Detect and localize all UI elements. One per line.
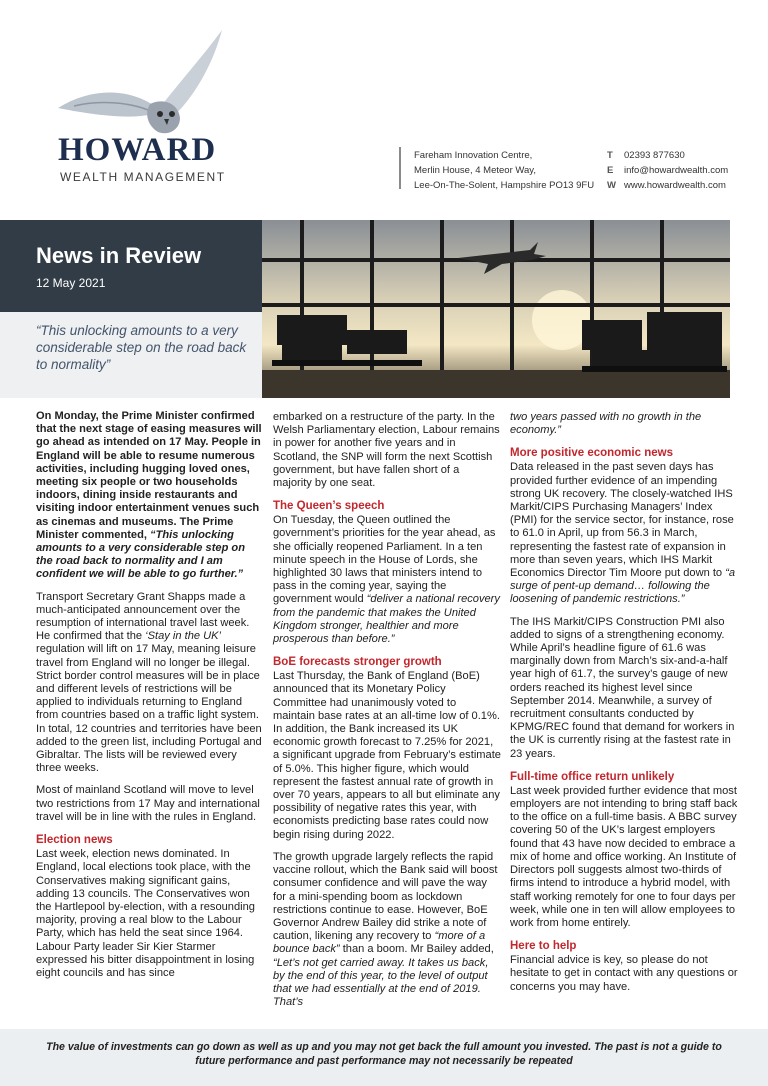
contact-web — [607, 178, 728, 193]
queen-paragraph — [273, 514, 501, 646]
contact-key: T — [607, 150, 613, 161]
contact-phone — [607, 148, 728, 163]
scotland-paragraph: Most of mainland Scotland will move to level two restrictions from 17 May and international travel will be in line with the rules in England. — [36, 784, 260, 823]
website-link[interactable]: www.howardwealth.com — [624, 180, 726, 191]
article-column-1 — [36, 410, 264, 989]
growth-quote-cont: two years passed with no growth in the economy.” — [510, 411, 702, 437]
positive-text: Data released in the past seven days has provided further evidence of an impending strong UK recovery. The closely-watched IHS Markit/CIPS Purchasing Managers’ Index (PMI) for the service sector, for instance, rose to 61.0 in April, up from 56.3 in March, representing the fastest rate of expansion in more than seven years, which IHS Markit Economics Director Tim Moore put down to — [510, 461, 734, 580]
article-column-2 — [273, 411, 501, 1018]
brand-name: HOWARD — [58, 132, 217, 168]
address-line: Merlin House, 4 Meteor Way, — [414, 165, 536, 176]
section-heading-boe: BoE forecasts stronger growth — [273, 656, 442, 669]
travel-paragraph — [36, 591, 264, 776]
queen-quote: “deliver a national recovery from the pandemic that makes the United Kingdom stronger, healthier and more prosperous than before.” — [273, 593, 500, 646]
airport-lounge-photo — [262, 220, 730, 398]
section-heading-help: Here to help — [510, 940, 577, 953]
pull-quote: “This unlocking amounts to a very considerable step on the road back to normality” — [36, 323, 247, 372]
positive-quote: “a surge of pent-up demand… following the loosening of pandemic restrictions.” — [510, 567, 736, 606]
contact-key: W — [607, 180, 616, 191]
phone-number[interactable]: 02393 877630 — [624, 150, 685, 161]
travel-text-cont: regulation will lift on 17 May, meaning leisure travel from England will no longer be illegal. Strict border control measures will be in place and different levels of restrictions will be applied to individuals returning to England from countries based on a traffic light system. In total, 12 countries and territories have been added to the green list, including Portugal and Gibraltar. The lists will be reviewed every three weeks. — [36, 643, 262, 775]
election-paragraph: Last week, election news dominated. In England, local elections took place, with the Conservatives making significant gains, adding 13 councils. The Conservatives won the Hartlepool by-election, with a resounding majority, proving a real blow to the Labour Party, which has held the seat since 1964. Labour Party leader Sir Kier Starmer expressed his bitter disappointment in losing eight councils and has since — [36, 848, 255, 979]
growth-quote: “more of a bounce back” — [273, 930, 486, 956]
travel-emphasis: ‘Stay in the UK’ — [145, 630, 221, 643]
construction-paragraph: The IHS Markit/CIPS Construction PMI also added to signs of a strengthening economy. While April’s headline figure of 61.6 was marginally down from March’s six-and-a-half year high of 61.7, the survey’s gauge of new orders reached its highest level since September 2014. Meanwhile, a survey of recruitment consultants conducted by KPMG/REC found that demand for workers in the UK is currently rising at the fastest rate in 23 years. — [510, 615, 735, 760]
section-heading-office: Full-time office return unlikely — [510, 770, 675, 783]
footer-disclaimer: The value of investments can go down as well as up and you may not get back the full amount you invested. The past is not a guide to future performance and past performance may not necessarily be repeated — [46, 1041, 722, 1067]
section-heading-election: Election news — [36, 834, 113, 847]
contact-block — [607, 148, 728, 193]
travel-text: Transport Secretary Grant Shapps made a much-anticipated announcement over the resumption of international travel last week. He confirmed that the — [36, 590, 250, 643]
lead-paragraph — [36, 410, 264, 582]
email-link[interactable]: info@howardwealth.com — [624, 165, 729, 176]
section-heading-queen: The Queen’s speech — [273, 500, 385, 513]
growth-text: The growth upgrade largely reflects the rapid vaccine rollout, which the Bank said will boost consumer confidence and will pave the way for a mini-spending boom as lockdown restrictions continue to ease. However, BoE Governor Andrew Bailey did strike a note of caution, likening any recovery to — [273, 850, 498, 943]
office-paragraph: Last week provided further evidence that most employers are not intending to bring staff back to the office on a full-time basis. A BBC survey covering 50 of the UK’s largest employers found that 43 have now decided to embrace a mix of home and office working. An Institute of Directors poll suggests almost two-thirds of firms intend to introduce a hybrid model, with staff working remotely for one to four days per week, while one in ten will allow employees to work from home entirely. — [510, 784, 738, 929]
address-line: Fareham Innovation Centre, — [414, 150, 533, 161]
growth-quote-2: “Let’s not get carried away. It takes us back, by the end of this year, to the level of output that we had essentially at the end of 2019. That’s — [273, 956, 489, 1009]
contact-divider — [399, 147, 401, 189]
address-line: Lee-On-The-Solent, Hampshire PO13 9FU — [414, 180, 595, 191]
section-heading-positive: More positive economic news — [510, 447, 673, 460]
article-column-3 — [510, 411, 738, 1003]
election-paragraph-cont: embarked on a restructure of the party. In the Welsh Parliamentary election, Labour remains in power for another five years and in Scotland, the SNP will form the next Scottish government, but have fallen short of a majority by one seat. — [273, 411, 500, 490]
brand-subtitle: WEALTH MANAGEMENT — [60, 170, 226, 184]
contact-email — [607, 163, 728, 178]
contact-key: E — [607, 165, 614, 176]
issue-date: 12 May 2021 — [36, 276, 106, 290]
positive-paragraph — [510, 461, 738, 606]
queen-text: On Tuesday, the Queen outlined the government’s priorities for the year ahead, as she officially reopened Parliament. In a ten minute speech in the House of Lords, she highlighted 30 laws that ministers intend to pass in the coming year, saying the government would — [273, 514, 496, 606]
help-paragraph: Financial advice is key, so please do not hesitate to get in contact with any questions or concerns you may have. — [510, 954, 738, 993]
growth-text-cont: than a boom. Mr Bailey added, — [339, 943, 494, 956]
address-block — [414, 148, 594, 193]
lead-text: On Monday, the Prime Minister confirmed that the next stage of easing measures will go ahead as intended on 17 May. People in England will be able to resume numerous activities, including hugging loved ones, meeting six people or two households indoors, dining inside restaurants and visiting indoor entertainment venues such as cinemas and museums. The Prime Minister commented, — [36, 410, 262, 541]
growth-paragraph — [273, 851, 501, 1009]
boe-paragraph: Last Thursday, the Bank of England (BoE) announced that its Monetary Policy Committee had unanimously voted to maintain base rates at an all-time low of 0.1%. In addition, the Bank increased its UK economic growth forecast to 7.25% for 2021, a significant upgrade from February’s estimate of 5.0%. This higher figure, which would represent the fastest annual rate of growth in over 70 years, appears to all but eliminate any possibility of negative rates this year, with economists predicting base rates could now begin rising during 2022. — [273, 670, 501, 841]
page-title: News in Review — [36, 243, 202, 268]
lead-quote: “This unlocking amounts to a very considerable step on the road back to normality and I am confident we will be able to go further.” — [36, 528, 245, 581]
